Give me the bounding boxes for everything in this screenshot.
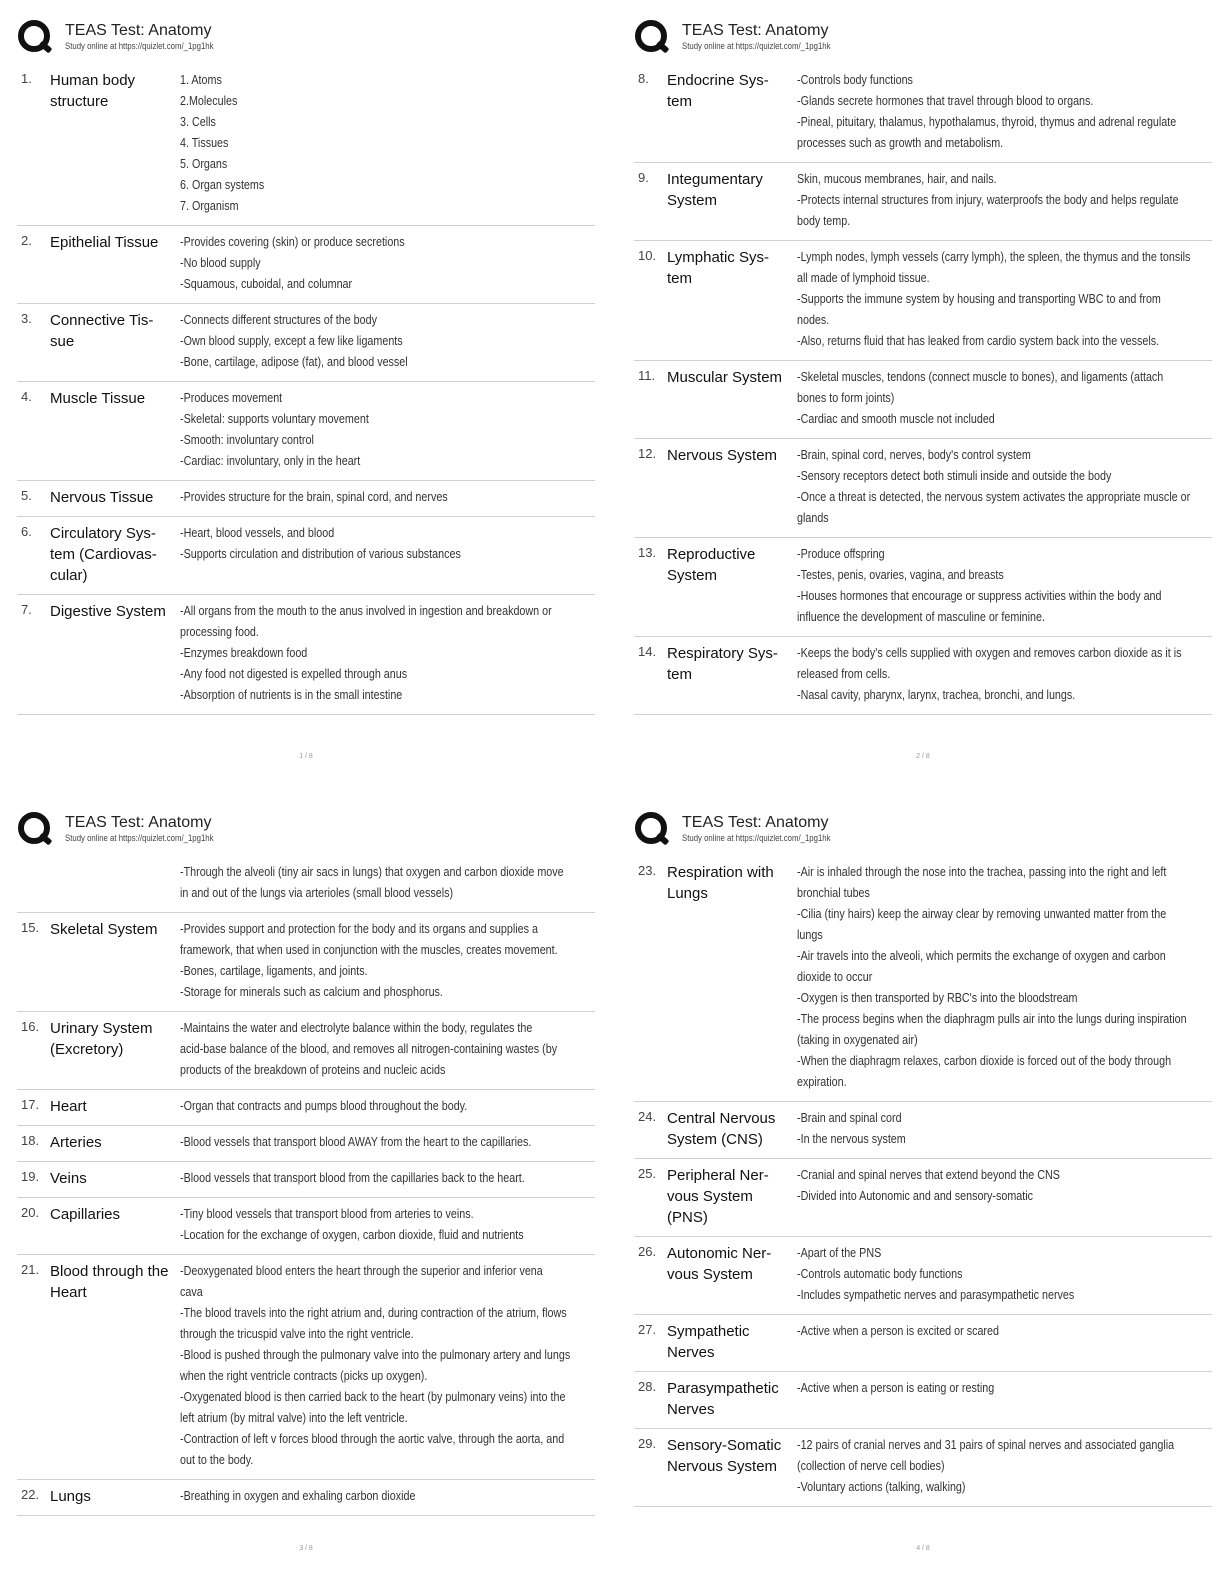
term-name: Endocrine Sys-tem [667,72,769,110]
term-name: Sensory-Somatic Nervous System [667,1437,782,1475]
term-name: Sympathetic Nerves [667,1323,750,1361]
page-3 [17,810,595,1570]
logo-tail [656,833,670,846]
term-definition [180,1204,595,1246]
definition-line: -Absorption of nutrients is in the small intestine [180,688,403,702]
term-name: Urinary System (Excretory) [50,1020,153,1058]
definition-line: -Smooth: involuntary control [180,433,314,447]
term-row [17,382,595,481]
term-definition [797,544,1212,628]
definition-line: nodes. [797,313,830,327]
definition-line: -Controls automatic body functions [797,1267,963,1281]
term-number: 14. [638,644,657,659]
term-name: Nervous System [667,447,778,464]
term-name: Lymphatic Sys-tem [667,249,769,287]
definition-line: products of the breakdown of proteins and nucleic acids [180,1063,446,1077]
term-number: 28. [638,1379,657,1394]
study-link[interactable]: Study online at https://quizlet.com/_1pg1hk [65,41,214,52]
term-row [17,595,595,715]
logo-tail [39,41,53,54]
term-number: 22. [21,1487,40,1502]
definition-line: acid-base balance of the blood, and removes all nitrogen-containing wastes (by [180,1042,558,1056]
term-number: 19. [21,1169,40,1184]
definition-line: 4. Tissues [180,136,229,150]
term-row [17,1012,595,1090]
definition-line: dioxide to occur [797,970,873,984]
definition-line: through the tricuspid valve into the right ventricle. [180,1327,414,1341]
header-text [65,18,246,53]
term-definition [180,1018,595,1081]
term-number: 23. [638,863,657,878]
definition-line: -Oxygenated blood is then carried back to the heart (by pulmonary veins) into the [180,1390,566,1404]
term-row [634,1159,1212,1237]
definition-line: processes such as growth and metabolism. [797,136,1004,150]
term-definition [797,643,1212,706]
term-name: Human body structure [50,72,136,110]
definition-line: glands [797,511,829,525]
term-name: Autonomic Ner-vous System [667,1245,772,1283]
definition-line: -All organs from the mouth to the anus involved in ingestion and breakdown or [180,604,552,618]
term-row [17,481,595,517]
term-number: 8. [638,71,649,86]
term-definition [797,445,1212,529]
term-row [634,163,1212,241]
page-number: 1 / 8 [299,753,313,760]
term-row [634,637,1212,715]
logo-tail [39,833,53,846]
definition-line: -Includes sympathetic nerves and parasympathetic nerves [797,1288,1075,1302]
term-definition [180,523,595,586]
definition-line: -12 pairs of cranial nerves and 31 pairs of spinal nerves and associated ganglia [797,1438,1175,1452]
definition-line: -Bone, cartilage, adipose (fat), and blood vessel [180,355,408,369]
definition-line: -Brain, spinal cord, nerves, body's control system [797,448,1031,462]
definition-line: out to the body. [180,1453,254,1467]
definition-line: -Provides structure for the brain, spinal cord, and nerves [180,490,448,504]
term-row [17,226,595,304]
definition-line: -Bones, cartilage, ligaments, and joints. [180,964,368,978]
term-definition [180,70,595,217]
definition-line: -When the diaphragm relaxes, carbon dioxide is forced out of the body through [797,1054,1172,1068]
term-list [634,856,1212,1507]
term-name: Peripheral Ner-vous System (PNS) [667,1167,769,1226]
definition-line: -Houses hormones that encourage or suppress activities within the body and [797,589,1162,603]
term-row [634,856,1212,1102]
term-definition [797,367,1212,430]
page-1 [17,18,595,778]
term-row [17,856,595,913]
definition-line: -Organ that contracts and pumps blood throughout the body. [180,1099,468,1113]
page-number: 2 / 8 [916,753,930,760]
definition-line: -Controls body functions [797,73,913,87]
term-definition [180,862,595,904]
term-definition [180,1096,595,1117]
term-number: 27. [638,1322,657,1337]
term-number: 20. [21,1205,40,1220]
term-definition [180,232,595,295]
definition-line: Skin, mucous membranes, hair, and nails. [797,172,997,186]
term-number: 6. [21,524,32,539]
term-name: Muscle Tissue [50,390,146,407]
term-definition [797,1165,1212,1228]
term-number: 21. [21,1262,40,1277]
term-definition [797,1321,1212,1363]
term-row [634,1315,1212,1372]
term-number: 15. [21,920,40,935]
term-name: Muscular System [667,369,783,386]
term-number: 18. [21,1133,40,1148]
term-number: 1. [21,71,32,86]
definition-line: -Breathing in oxygen and exhaling carbon dioxide [180,1489,416,1503]
term-number: 16. [21,1019,40,1034]
definition-line: -Skeletal muscles, tendons (connect muscle to bones), and ligaments (attach [797,370,1164,384]
quizlet-logo-icon [17,18,53,56]
header-text [682,18,863,53]
term-definition [180,1486,595,1507]
definition-line: -Enzymes breakdown food [180,646,308,660]
term-number: 2. [21,233,32,248]
term-number: 26. [638,1244,657,1259]
term-name: Digestive System [50,603,166,620]
term-row [634,1102,1212,1159]
definition-line: -Cilia (tiny hairs) keep the airway clear by removing unwanted matter from the [797,907,1167,921]
definition-line: -Connects different structures of the body [180,313,377,327]
term-name: Arteries [50,1134,102,1151]
term-name: Circulatory Sys-tem (Cardiovas-cular) [50,525,157,584]
term-definition [180,487,595,508]
term-definition [180,1261,595,1471]
page-header [634,18,1212,60]
definition-line: -Once a threat is detected, the nervous system activates the appropriate muscle or [797,490,1191,504]
term-name: Lungs [50,1488,91,1505]
page-header [634,810,1212,852]
term-number: 13. [638,545,657,560]
definition-line: -Supports circulation and distribution of various substances [180,547,461,561]
term-row [17,913,595,1012]
term-row [634,439,1212,538]
term-definition [180,310,595,373]
term-row [17,1090,595,1126]
definition-line: -Location for the exchange of oxygen, carbon dioxide, fluid and nutrients [180,1228,524,1242]
term-list [17,856,595,1516]
term-number: 3. [21,311,32,326]
definition-line: -Divided into Autonomic and and sensory-somatic [797,1189,1034,1203]
definition-line: lungs [797,928,823,942]
term-definition [797,247,1212,352]
set-title: TEAS Test: Anatomy [682,22,829,39]
term-name: Capillaries [50,1206,121,1223]
study-link[interactable]: Study online at https://quizlet.com/_1pg1hk [65,833,214,844]
term-name: Nervous Tissue [50,489,154,506]
definition-line: influence the development of masculine or feminine. [797,610,1046,624]
term-name: Epithelial Tissue [50,234,159,251]
term-list [634,64,1212,715]
term-row [634,361,1212,439]
definition-line: -Blood is pushed through the pulmonary valve into the pulmonary artery and lungs [180,1348,571,1362]
term-number: 5. [21,488,32,503]
definition-line: body temp. [797,214,851,228]
term-row [634,1372,1212,1429]
definition-line: -Glands secrete hormones that travel through blood to organs. [797,94,1094,108]
definition-line: 7. Organism [180,199,239,213]
term-row [634,64,1212,163]
definition-line: (collection of nerve cell bodies) [797,1459,945,1473]
term-name: Respiration with Lungs [667,864,774,902]
term-row [17,1255,595,1480]
term-row [634,1429,1212,1507]
logo-tail [656,41,670,54]
term-number: 12. [638,446,657,461]
study-link[interactable]: Study online at https://quizlet.com/_1pg1hk [682,833,831,844]
term-name: Central Nervous System (CNS) [667,1110,776,1148]
definition-line: -Cardiac: involuntary, only in the heart [180,454,361,468]
definition-line: -Provides covering (skin) or produce secretions [180,235,405,249]
term-name: Respiratory Sys-tem [667,645,778,683]
definition-line: -Sensory receptors detect both stimuli inside and outside the body [797,469,1112,483]
definition-line: -Provides support and protection for the body and its organs and supplies a [180,922,538,936]
quizlet-logo-icon [634,810,670,848]
definition-line: -Apart of the PNS [797,1246,882,1260]
term-row [634,1237,1212,1315]
definition-line: 1. Atoms [180,73,222,87]
definition-line: -The process begins when the diaphragm pulls air into the lungs during inspiration [797,1012,1187,1026]
definition-line: bones to form joints) [797,391,895,405]
term-definition [180,1132,595,1153]
definition-line: -Oxygen is then transported by RBC's into the bloodstream [797,991,1078,1005]
quizlet-logo-icon [17,810,53,848]
definition-line: (taking in oxygenated air) [797,1033,918,1047]
definition-line: framework, that when used in conjunction with the muscles, creates movement. [180,943,558,957]
term-definition [797,1378,1212,1420]
term-list [17,64,595,715]
definition-line: 3. Cells [180,115,216,129]
definition-line: bronchial tubes [797,886,870,900]
term-number: 9. [638,170,649,185]
definition-line: -Keeps the body's cells supplied with oxygen and removes carbon dioxide as it is [797,646,1182,660]
term-name: Blood through the Heart [50,1263,169,1301]
page-header [17,810,595,852]
definition-line: -Storage for minerals such as calcium and phosphorus. [180,985,443,999]
term-definition [797,169,1212,232]
term-row [17,1126,595,1162]
definition-line: -Through the alveoli (tiny air sacs in lungs) that oxygen and carbon dioxide move [180,865,564,879]
term-row [17,1198,595,1255]
term-number [17,862,50,904]
page-header [17,18,595,60]
term-name: Connective Tis-sue [50,312,154,350]
set-title: TEAS Test: Anatomy [65,22,212,39]
term-name: Veins [50,1170,87,1187]
term-number: 24. [638,1109,657,1124]
definition-line: -Any food not digested is expelled through anus [180,667,408,681]
term-definition [180,919,595,1003]
term-definition [180,388,595,472]
term-name: Heart [50,1098,87,1115]
definition-line: expiration. [797,1075,847,1089]
term-row [17,1480,595,1516]
definition-line: 2.Molecules [180,94,238,108]
definition-line: -Own blood supply, except a few like ligaments [180,334,403,348]
page-2 [634,18,1212,778]
term-name: Reproductive System [667,546,756,584]
term-number: 25. [638,1166,657,1181]
definition-line: -Maintains the water and electrolyte balance within the body, regulates the [180,1021,533,1035]
term-definition [797,1108,1212,1150]
definition-line: -Produce offspring [797,547,885,561]
definition-line: released from cells. [797,667,891,681]
definition-line: -Brain and spinal cord [797,1111,902,1125]
definition-line: 6. Organ systems [180,178,265,192]
term-name: Skeletal System [50,921,158,938]
term-name: Parasympathetic Nerves [667,1380,779,1418]
definition-line: in and out of the lungs via arterioles (small blood vessels) [180,886,454,900]
term-definition [797,1435,1212,1498]
term-number: 4. [21,389,32,404]
definition-line: -Active when a person is excited or scared [797,1324,999,1338]
definition-line: -Protects internal structures from injury, waterproofs the body and helps regulate [797,193,1179,207]
definition-line: -Pineal, pituitary, thalamus, hypothalamus, thyroid, thymus and adrenal regulate [797,115,1177,129]
definition-line: -Blood vessels that transport blood AWAY from the heart to the capillaries. [180,1135,532,1149]
quizlet-logo-icon [634,18,670,56]
definition-line: -Cranial and spinal nerves that extend beyond the CNS [797,1168,1060,1182]
definition-line: -Lymph nodes, lymph vessels (carry lymph), the spleen, the thymus and the tonsils [797,250,1191,264]
term-row [17,517,595,595]
term-name: Integumentary System [667,171,763,209]
term-definition [180,601,595,706]
definition-line: -Nasal cavity, pharynx, larynx, trachea, bronchi, and lungs. [797,688,1076,702]
definition-line: left atrium (by mitral valve) into the left ventricle. [180,1411,408,1425]
term-row [17,64,595,226]
definition-line: -Air is inhaled through the nose into the trachea, passing into the right and left [797,865,1167,879]
definition-line: -Voluntary actions (talking, walking) [797,1480,966,1494]
term-definition [797,1243,1212,1306]
term-row [17,304,595,382]
term-definition [797,862,1212,1093]
study-link[interactable]: Study online at https://quizlet.com/_1pg1hk [682,41,831,52]
definition-line: -Produces movement [180,391,283,405]
header-text [65,810,246,845]
term-row [17,1162,595,1198]
definition-line: cava [180,1285,203,1299]
term-row [634,241,1212,361]
definition-line: -Squamous, cuboidal, and columnar [180,277,353,291]
definition-line: -Also, returns fluid that has leaked from cardio system back into the vessels. [797,334,1160,348]
definition-line: -Contraction of left v forces blood through the aortic valve, through the aorta, and [180,1432,565,1446]
set-title: TEAS Test: Anatomy [65,814,212,831]
definition-line: -Cardiac and smooth muscle not included [797,412,995,426]
definition-line: -Active when a person is eating or resting [797,1381,995,1395]
set-title: TEAS Test: Anatomy [682,814,829,831]
definition-line: -Testes, penis, ovaries, vagina, and breasts [797,568,1004,582]
term-number: 17. [21,1097,40,1112]
definition-line: -Air travels into the alveoli, which permits the exchange of oxygen and carbon [797,949,1166,963]
definition-line: -Heart, blood vessels, and blood [180,526,335,540]
term-number: 11. [638,368,656,383]
definition-line: -Tiny blood vessels that transport blood from arteries to veins. [180,1207,474,1221]
page-4 [634,810,1212,1570]
definition-line: processing food. [180,625,259,639]
definition-line: -No blood supply [180,256,261,270]
term-number: 10. [638,248,657,263]
definition-line: -Supports the immune system by housing and transporting WBC to and from [797,292,1161,306]
term-name [50,862,180,904]
definition-line: -Deoxygenated blood enters the heart through the superior and inferior vena [180,1264,543,1278]
definition-line: when the right ventricle contracts (picks up oxygen). [180,1369,428,1383]
term-row [634,538,1212,637]
page-number: 4 / 8 [916,1545,930,1552]
definition-line: all made of lymphoid tissue. [797,271,930,285]
definition-line: -Skeletal: supports voluntary movement [180,412,369,426]
definition-line: 5. Organs [180,157,228,171]
term-number: 29. [638,1436,657,1451]
definition-line: -Blood vessels that transport blood from the capillaries back to the heart. [180,1171,525,1185]
term-definition [180,1168,595,1189]
definition-line: -In the nervous system [797,1132,906,1146]
page-number: 3 / 8 [299,1545,313,1552]
header-text [682,810,863,845]
term-definition [797,70,1212,154]
definition-line: -The blood travels into the right atrium and, during contraction of the atrium, flows [180,1306,567,1320]
term-number: 7. [21,602,32,617]
